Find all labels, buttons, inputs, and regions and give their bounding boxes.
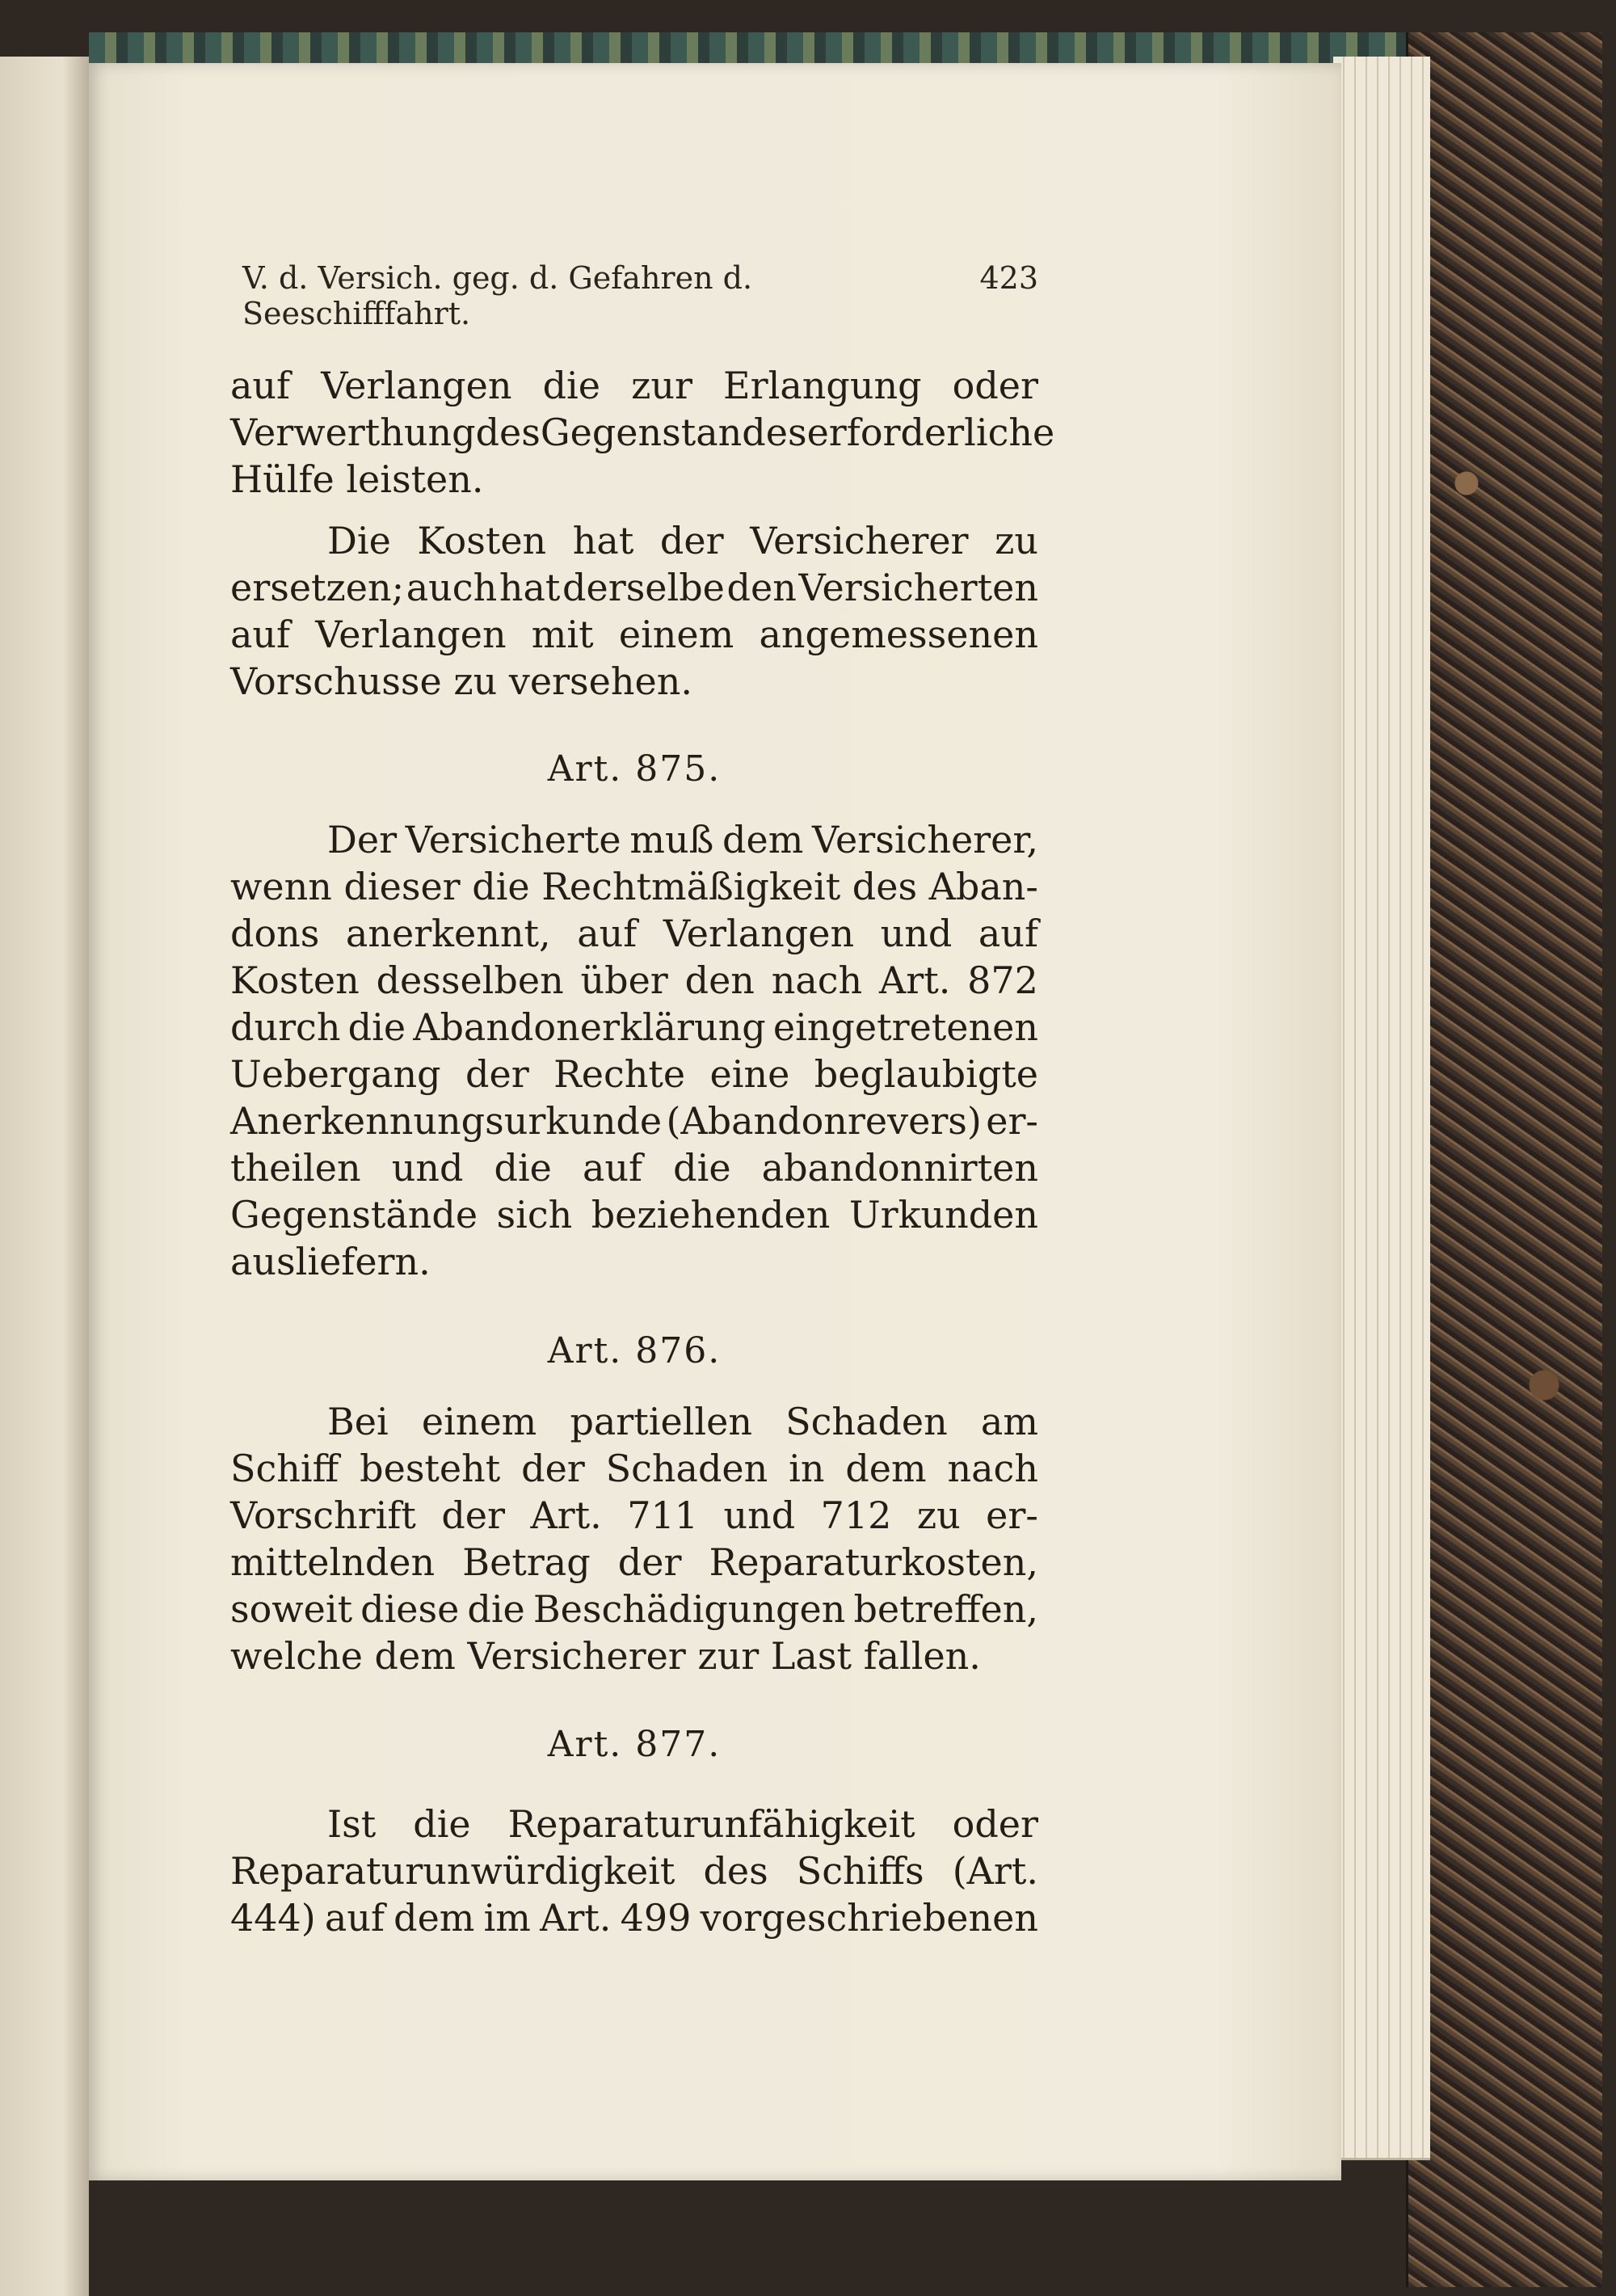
word: dem	[845, 1447, 927, 1490]
word: die	[542, 364, 600, 407]
word: (Art.	[952, 1849, 1038, 1893]
word: am	[980, 1400, 1038, 1443]
page-number: 423	[979, 260, 1038, 296]
page-stack-edge	[1333, 57, 1430, 2160]
word: 711	[627, 1493, 699, 1537]
word: Ist	[327, 1802, 377, 1846]
word: sich	[496, 1193, 573, 1236]
word: Rechte	[553, 1052, 686, 1096]
word: Beschädigungen	[532, 1587, 846, 1631]
word: dem	[722, 818, 804, 862]
word: die	[494, 1146, 552, 1190]
article-875-text	[230, 816, 1038, 1285]
word: Reparaturunwürdigkeit	[230, 1849, 675, 1893]
word: Verlangen	[315, 613, 507, 656]
word: über	[580, 958, 668, 1002]
word: auf	[577, 912, 638, 955]
text-line	[230, 517, 1038, 564]
text-line	[230, 1445, 1038, 1492]
word: auf	[230, 613, 291, 656]
word: zu	[916, 1493, 961, 1537]
word: Gegenstandes	[540, 411, 807, 454]
word: Vorschrift	[230, 1493, 416, 1537]
word: Schaden	[785, 1400, 948, 1443]
word: derselbe	[562, 566, 725, 609]
word: Aban-	[928, 865, 1038, 908]
word: wenn	[230, 865, 332, 908]
word: betreffen,	[853, 1587, 1038, 1631]
article-877-text	[230, 1801, 1038, 1941]
facing-page-edge	[0, 57, 89, 2296]
word: Erlangung	[723, 364, 922, 407]
word: auf	[230, 364, 291, 407]
word: Gegenstände	[230, 1193, 478, 1236]
word: theilen	[230, 1146, 361, 1190]
word: desselben	[376, 958, 564, 1002]
word: der	[441, 1493, 505, 1537]
word: Art.	[879, 958, 951, 1002]
word: Art.	[530, 1493, 602, 1537]
word: eine	[709, 1052, 790, 1096]
word: einem	[421, 1400, 537, 1443]
paragraph-continuation	[230, 362, 1055, 503]
word: einem	[618, 613, 734, 656]
word: 499	[620, 1896, 692, 1940]
word: Uebergang	[230, 1052, 441, 1096]
word: Urkunden	[848, 1193, 1038, 1236]
word: eingetretenen	[772, 1005, 1038, 1049]
word: Versicherer	[750, 519, 969, 562]
word: des	[475, 411, 541, 454]
word: in	[789, 1447, 825, 1490]
text-line: welche dem Versicherer zur Last fallen.	[230, 1634, 981, 1678]
article-876-heading: Art. 876.	[547, 1330, 722, 1371]
text-line: Vorschusse zu versehen.	[230, 659, 692, 703]
word: Reparaturunfähigkeit	[507, 1802, 915, 1846]
word: die	[673, 1146, 731, 1190]
article-876-text	[230, 1398, 1038, 1679]
running-title: V. d. Versich. geg. d. Gefahren d. Seeschifffahrt.	[242, 260, 753, 331]
word: dons	[230, 912, 320, 955]
word: hat	[572, 519, 634, 562]
word: zur	[631, 364, 692, 407]
word: Der	[327, 818, 398, 862]
word: auch	[406, 566, 498, 609]
word: Verlangen	[321, 364, 512, 407]
text-line	[230, 1398, 1038, 1445]
word: Schaden	[605, 1447, 768, 1490]
word: mit	[531, 613, 594, 656]
running-header	[242, 260, 1038, 331]
word: Versicherte	[405, 818, 621, 862]
word: Die	[327, 519, 391, 562]
text-line	[230, 863, 1038, 910]
word: der	[617, 1540, 682, 1584]
text-line	[230, 1051, 1038, 1097]
word: die	[472, 865, 530, 908]
text-line	[230, 1539, 1038, 1586]
word: durch	[230, 1005, 341, 1049]
word: Verlangen	[663, 912, 855, 955]
word: Abandonerklärung	[413, 1005, 766, 1049]
word: im	[483, 1896, 531, 1940]
word: abandonnirten	[761, 1146, 1038, 1190]
word: er-	[986, 1493, 1038, 1537]
word: nach	[947, 1447, 1038, 1490]
word: 444)	[230, 1896, 316, 1940]
word: mittelnden	[230, 1540, 436, 1584]
text-line	[230, 1191, 1038, 1238]
word: der	[659, 519, 724, 562]
word: und	[880, 912, 953, 955]
word: hat	[499, 566, 561, 609]
text-line	[230, 910, 1038, 957]
word: Anerkennungsurkunde	[230, 1099, 663, 1143]
word: 712	[820, 1493, 892, 1537]
word: er-	[986, 1099, 1038, 1143]
text-line	[230, 1004, 1038, 1051]
word: Verwerthung	[230, 411, 476, 454]
word: den	[726, 566, 797, 609]
word: angemessenen	[759, 613, 1038, 656]
text-line	[230, 816, 1038, 863]
text-line	[230, 1586, 1038, 1632]
text-line	[230, 1894, 1038, 1941]
word: beziehenden	[591, 1193, 831, 1236]
article-875-heading: Art. 875.	[547, 748, 722, 790]
word: Bei	[327, 1400, 389, 1443]
word: der	[521, 1447, 585, 1490]
word: Betrag	[462, 1540, 591, 1584]
word: des	[852, 865, 918, 908]
word: der	[465, 1052, 529, 1096]
word: besteht	[360, 1447, 501, 1490]
word: Reparaturkosten,	[709, 1540, 1038, 1584]
marbled-cover	[1406, 32, 1602, 2287]
word: Versicherer,	[812, 818, 1038, 862]
text-line	[230, 1097, 1038, 1144]
word: partiellen	[570, 1400, 752, 1443]
word: zu	[995, 519, 1038, 562]
word: und	[723, 1493, 796, 1537]
word: des	[703, 1849, 768, 1893]
word: und	[391, 1146, 464, 1190]
word: auf	[324, 1896, 385, 1940]
word: (Abandonrevers)	[666, 1099, 982, 1143]
word: erforderliche	[806, 411, 1055, 454]
text-line	[230, 362, 1038, 409]
word: oder	[952, 364, 1038, 407]
text-line: ausliefern.	[230, 1240, 431, 1283]
word: auf	[978, 912, 1038, 955]
text-line	[230, 957, 1038, 1004]
word: den	[684, 958, 755, 1002]
word: Rechtmäßigkeit	[541, 865, 841, 908]
word: nach	[771, 958, 863, 1002]
text-line	[230, 611, 1038, 658]
word: oder	[952, 1802, 1038, 1846]
word: diese	[360, 1587, 460, 1631]
word: die	[347, 1005, 406, 1049]
book-top-edge	[89, 32, 1462, 65]
word: Schiff	[230, 1447, 339, 1490]
text-line	[230, 1144, 1038, 1191]
word: dieser	[343, 865, 461, 908]
text-line	[230, 564, 1038, 611]
word: vorgeschriebenen	[700, 1896, 1038, 1940]
word: die	[413, 1802, 471, 1846]
word: Kosten	[230, 958, 360, 1002]
text-line	[230, 1492, 1038, 1539]
text-line	[230, 1847, 1038, 1894]
word: muß	[629, 818, 714, 862]
text-line: Hülfe leisten.	[230, 457, 484, 501]
text-line	[230, 409, 1055, 456]
word: die	[467, 1587, 525, 1631]
paragraph-costs	[230, 517, 1038, 705]
word: dem	[393, 1896, 475, 1940]
word: Schiffs	[796, 1849, 924, 1893]
word: Kosten	[417, 519, 547, 562]
word: ersetzen;	[230, 566, 405, 609]
word: soweit	[230, 1587, 353, 1631]
word: auf	[582, 1146, 643, 1190]
article-877-heading: Art. 877.	[547, 1724, 722, 1765]
text-line	[230, 1801, 1038, 1847]
word: 872	[967, 958, 1038, 1002]
word: Versicherten	[798, 566, 1038, 609]
word: beglaubigte	[814, 1052, 1038, 1096]
word: Art.	[540, 1896, 612, 1940]
word: anerkennt,	[345, 912, 551, 955]
